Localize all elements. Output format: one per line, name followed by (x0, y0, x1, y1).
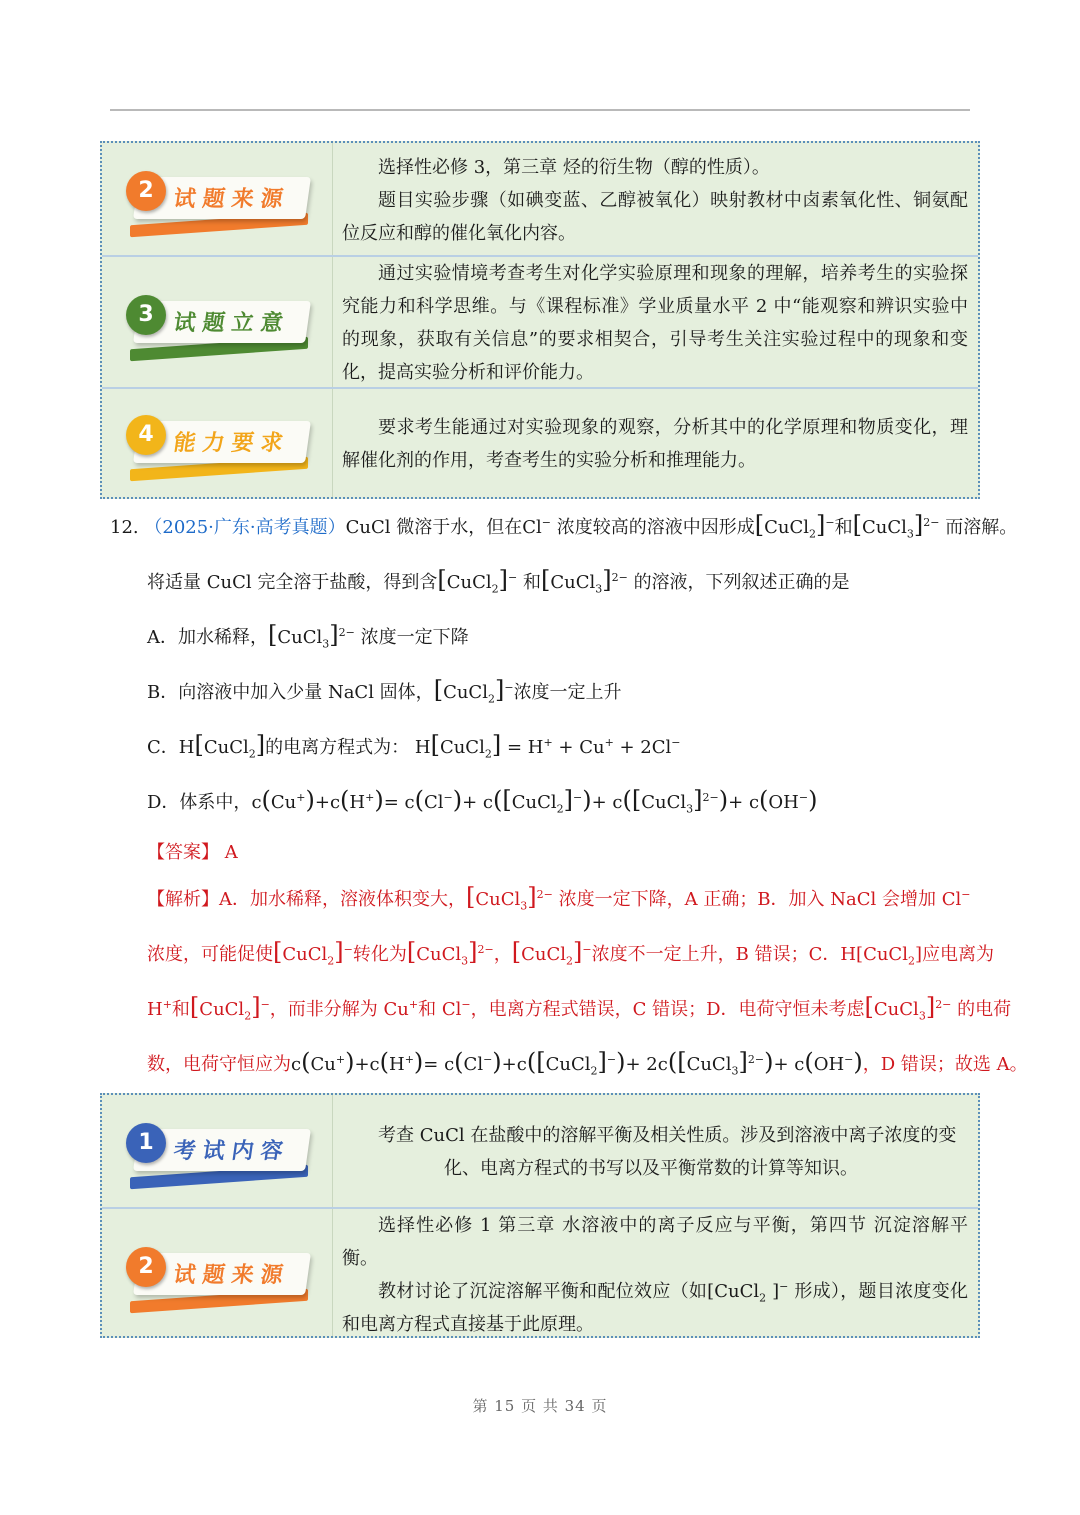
badge-source-bottom (126, 1247, 308, 1307)
badge-icon: 2 (126, 171, 166, 211)
analysis-text: ，电离方程式错误，C 错误；D．电荷守恒未考虑 (470, 999, 865, 1020)
answer-label: 【答案】 (147, 842, 219, 863)
analysis-text: 和 Cl (418, 999, 462, 1020)
row-intent-text (342, 257, 968, 389)
row-ability-text (342, 411, 968, 477)
analysis-text: A．加水稀释，溶液体积变大， (219, 889, 466, 910)
analysis-text: ， (493, 944, 512, 965)
text-span: 形成），题目浓度变化和电离方程式直接基于此原理。 (342, 1281, 968, 1335)
badge-icon: 2 (126, 1247, 166, 1287)
analysis-line1: 【解析】A．加水稀释，溶液体积变大，[CuCl$_3$]$^{2-}$ 浓度一定下降，A 正确；B．加入 NaCl 会增加 Cl− (147, 883, 971, 913)
badge-label: 试题来源 (171, 186, 292, 212)
stem-text: 将适量 CuCl 完全溶于盐酸，得到含 (147, 572, 438, 593)
option-b: B．向溶液中加入少量 NaCl 固体，[CuCl$_2$]−浓度一定上升 (147, 676, 622, 706)
badge-label: 考试内容 (171, 1138, 292, 1164)
stem-text: 的溶液，下列叙述正确的是 (633, 572, 850, 593)
row-source-bottom-text (342, 1209, 968, 1341)
question-stem-line1: 12. （2025·广东·高考真题）CuCl 微溶于水，但在Cl− 浓度较高的溶液中因形成[CuCl$_2$]−和[CuCl$_3$]$^{2-}$ 而溶解。 (110, 511, 1018, 541)
analysis-text: 的电荷 (957, 999, 1012, 1020)
row-source-bottom (102, 1207, 978, 1336)
option-a: A．加水稀释，[CuCl$_3$]$^{2-}$ 浓度一定下降 (147, 621, 469, 651)
stem-text: 和 (522, 572, 541, 593)
answer-line (147, 838, 1017, 868)
stem-text: 而溶解。 (945, 517, 1018, 538)
badge-label: 能力要求 (171, 430, 292, 456)
stem-text: CuCl 微溶于水，但在 (345, 517, 523, 538)
analysis-label: 【解析】 (147, 889, 219, 910)
stem-text: 和 (834, 517, 853, 538)
option-text: B．向溶液中加入少量 NaCl 固体， (147, 682, 434, 703)
badge-label: 试题立意 (171, 310, 292, 336)
badge-source (126, 171, 308, 231)
text-para: 通过实验情境考查考生对化学实验原理和现象的理解，培养考生的实验探究能力和科学思维。与《课程标准》学业质量水平 2 中“能观察和辨识实验中的现象，获取有关信息”的要求相契合，引导考生关注实验过程中的现象和变化，提高实验分析和评价能力。 (342, 263, 968, 383)
info-box-top (100, 141, 980, 499)
row-source (102, 143, 978, 255)
analysis-text: ，而非分解为 Cu (269, 999, 409, 1020)
option-text: C． (147, 737, 179, 758)
analysis-text: 浓度，可能促使 (147, 944, 273, 965)
question-number: 12. (110, 517, 139, 538)
info-box-bottom (100, 1093, 980, 1338)
header-rule (110, 109, 970, 111)
row-intent (102, 255, 978, 387)
option-text: D．体系中， (147, 792, 252, 813)
text-line: 化、电离方程式的书写以及平衡常数的计算等知识。 (444, 1158, 858, 1179)
analysis-text: 浓度一定下降，A 正确；B．加入 NaCl 会增加 Cl (558, 889, 962, 910)
analysis-text: 浓度不一定上升，B 错误；C．H[CuCl (591, 944, 908, 965)
row-ability (102, 387, 978, 497)
stem-text: 浓度较高的溶液中因形成 (556, 517, 755, 538)
row-content (102, 1095, 978, 1207)
badge-content (126, 1123, 308, 1183)
text-line: 考查 CuCl 在盐酸中的溶解平衡及相关性质。涉及到溶液中离子浓度的变 (378, 1125, 957, 1146)
question-stem-line2: 将适量 CuCl 完全溶于盐酸，得到含[CuCl$_2$]− 和[CuCl$_3$]$^{2-}$ 的溶液，下列叙述正确的是 (147, 566, 850, 596)
text-para: 要求考生能通过对实验现象的观察，分析其中的化学原理和物质变化，理解催化剂的作用，考查考生的实验分析和推理能力。 (342, 417, 968, 471)
analysis-line2: 浓度，可能促使[CuCl$_2$]−转化为[CuCl$_3$]$^{2-}$，[CuCl$_2$]−浓度不一定上升，B 错误；C．H[CuCl$_2$]应电离为 (147, 938, 994, 968)
analysis-text: 数，电荷守恒应为 (147, 1054, 291, 1075)
option-text: 的电离方程式为： (265, 737, 410, 758)
row-content-text (342, 1119, 968, 1185)
analysis-line4: 数，电荷守恒应为c(Cu+)+c(H+)= c(Cl−)+c([CuCl$_2$]−)+ 2c([CuCl$_3$]$^{2-}$)+ c(OH−)，D 错误；故选 A。 (147, 1048, 1028, 1078)
badge-intent (126, 295, 308, 355)
option-text: 浓度一定上升 (513, 682, 622, 703)
option-d: D．体系中，c(Cu+)+c(H+)= c(Cl−)+ c([CuCl$_2$]−)+ c([CuCl$_3$]$^{2-}$)+ c(OH−) (147, 786, 818, 816)
badge-label: 试题来源 (171, 1262, 292, 1288)
analysis-text: 转化为 (352, 944, 407, 965)
badge-icon: 1 (126, 1123, 166, 1163)
text-span: 教材讨论了沉淀溶解平衡和配位效应（如[CuCl (378, 1281, 760, 1302)
analysis-text: 和 (171, 999, 190, 1020)
badge-icon: 4 (126, 415, 166, 455)
text-line: 教材讨论了沉淀溶解平衡和配位效应（如[CuCl$_2$ ]− 形成），题目浓度变化和电离方程式直接基于此原理。 (342, 1280, 968, 1335)
option-text: 浓度一定下降 (360, 627, 469, 648)
text-span: ] (772, 1281, 780, 1302)
page-footer: 第 15 页 共 34 页 (472, 1397, 608, 1415)
badge-ability (126, 415, 308, 475)
question-tag: （2025·广东·高考真题） (144, 517, 346, 538)
option-text: A．加水稀释， (147, 627, 268, 648)
badge-icon: 3 (126, 295, 166, 335)
text-line: 选择性必修 1 第三章 水溶液中的离子反应与平衡，第四节 沉淀溶解平衡。 (342, 1215, 968, 1269)
analysis-text: ]应电离为 (914, 944, 994, 965)
text-line: 题目实验步骤（如碘变蓝、乙醇被氧化）映射教材中卤素氧化性、铜氨配位反应和醇的催化氧化内容。 (342, 190, 968, 244)
answer-value: A (224, 842, 238, 863)
text-line: 选择性必修 3，第三章 烃的衍生物（醇的性质）。 (378, 157, 770, 178)
option-c: C．H[CuCl$_2$]的电离方程式为： H[CuCl$_2$] = H+ + Cu+ + 2Cl− (147, 731, 681, 761)
analysis-text: ，D 错误；故选 A。 (862, 1054, 1028, 1075)
analysis-line3: H+和[CuCl$_2$]−，而非分解为 Cu+和 Cl−，电离方程式错误，C 错误；D．电荷守恒未考虑[CuCl$_3$]$^{2-}$ 的电荷 (147, 993, 1012, 1023)
row-source-text (342, 151, 968, 250)
